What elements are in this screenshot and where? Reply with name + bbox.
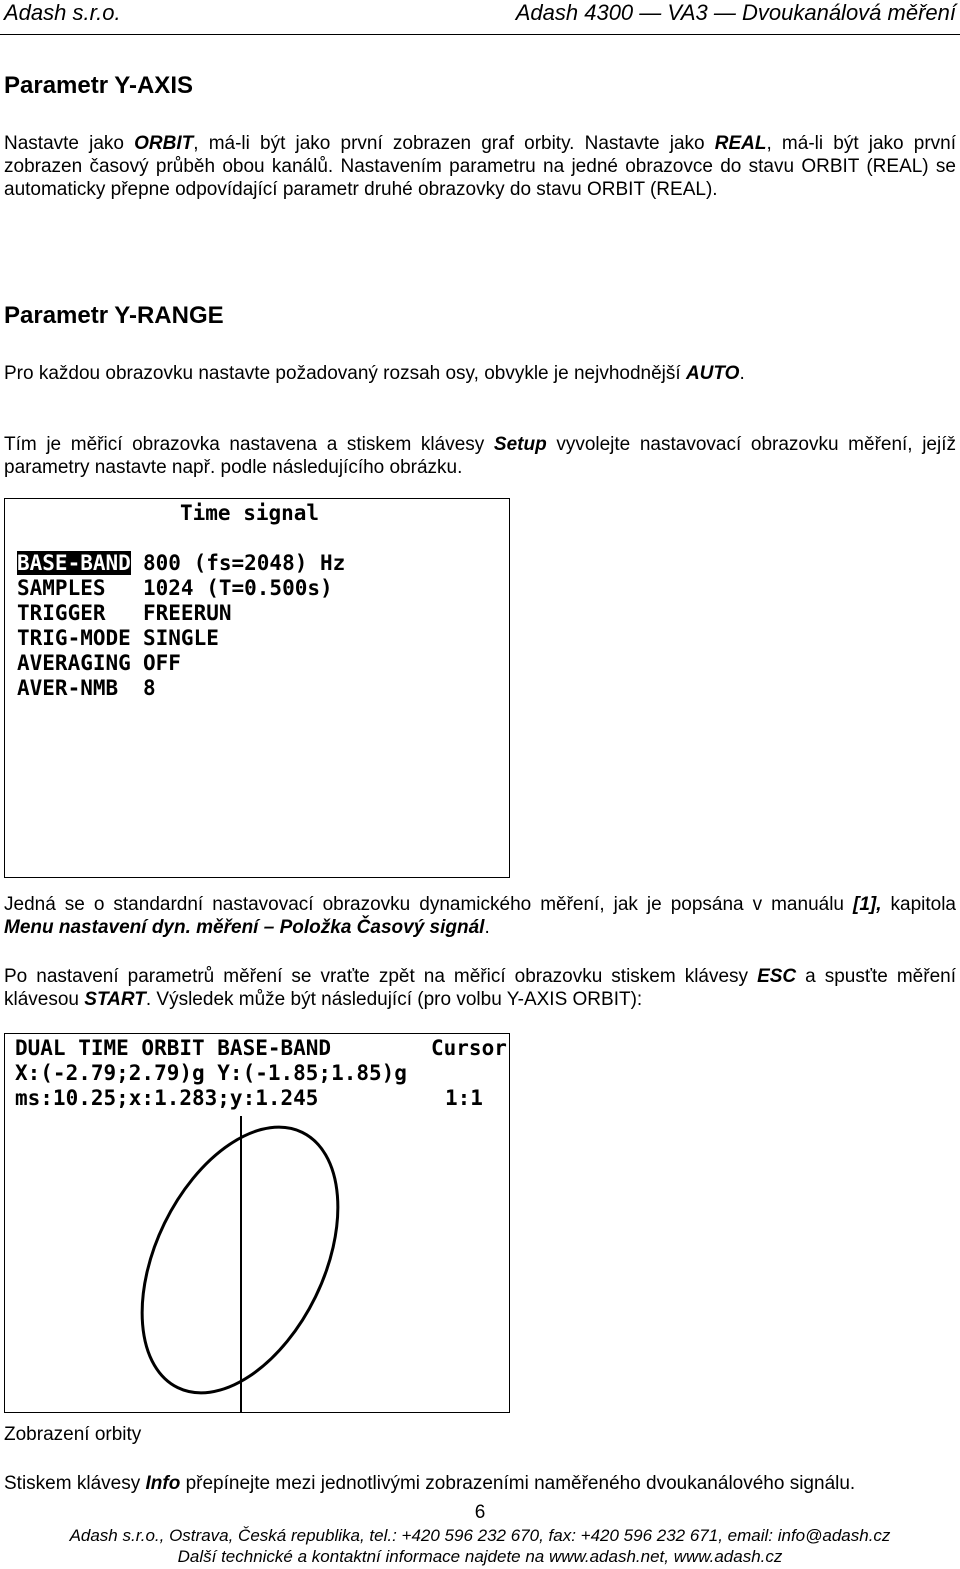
keyword-real: REAL: [714, 133, 767, 154]
text: Po nastavení parametrů měření se vraťte zpět na měřicí obrazovku stiskem klávesy: [4, 966, 758, 987]
orbit-screen: [4, 1033, 510, 1413]
text: Tím je měřicí obrazovka nastavena a stiskem klávesy: [4, 434, 494, 455]
text: Stiskem klávesy: [4, 1473, 146, 1494]
figure-caption: Zobrazení orbity: [4, 1424, 142, 1445]
setup-key-averaging: AVERAGING: [17, 651, 131, 675]
header-divider: [0, 34, 960, 35]
text: .: [739, 363, 745, 384]
setup-val-trig-mode: SINGLE: [143, 626, 219, 650]
orbit-mode-line: DUAL TIME ORBIT BASE-BAND: [15, 1036, 332, 1060]
paragraph-standard-screen: [4, 893, 956, 939]
page-number: 6: [474, 1502, 486, 1523]
setup-val-samples: 1024 (T=0.500s): [143, 576, 333, 600]
menu-reference: Menu nastavení dyn. měření – Položka Časový signál: [4, 917, 485, 938]
paragraph-y-axis: [4, 132, 956, 201]
text: Pro každou obrazovku nastavte požadovaný rozsah osy, obvykle je nejvhodnější: [4, 363, 686, 384]
header-company: Adash s.r.o.: [4, 0, 121, 25]
setup-val-base-band: 800 (fs=2048) Hz: [143, 551, 346, 575]
keyword-esc: ESC: [757, 966, 797, 987]
text: vyvolejte nastavovací obrazovku měření, jejíž parametry nastavte např. podle následujícího obrázku.: [4, 434, 957, 478]
text: kapitola: [881, 894, 956, 915]
text: Jedná se o standardní nastavovací obrazovku dynamického měření, jak je popsána v manuálu: [4, 894, 853, 915]
keyword-start: START: [84, 989, 146, 1010]
text: , má-li být jako první zobrazen graf orbity. Nastavte jako: [193, 133, 715, 154]
text: přepínejte mezi jednotlivými zobrazeními naměřeného dvoukanálového signálu.: [180, 1473, 856, 1494]
setup-val-averaging: OFF: [143, 651, 181, 675]
setup-key-base-band: BASE-BAND: [17, 551, 131, 575]
orbit-cursor-label: Cursor: [431, 1036, 507, 1060]
header-title: Adash 4300 — VA3 — Dvoukanálová měření: [515, 0, 956, 25]
setup-key-aver-nmb: AVER-NMB: [17, 676, 119, 700]
setup-screen-title: Time signal: [180, 501, 320, 525]
setup-screen: [4, 498, 510, 878]
paragraph-y-range: [4, 362, 956, 385]
text: . Výsledek může být následující (pro volbu Y-AXIS ORBIT):: [145, 989, 643, 1010]
paragraph-setup: [4, 433, 956, 479]
keyword-setup: Setup: [493, 434, 547, 455]
heading-y-axis: Parametr Y-AXIS: [4, 72, 193, 99]
heading-y-range: Parametr Y-RANGE: [4, 302, 224, 329]
reference-1: [1],: [853, 894, 882, 915]
orbit-cursor-line: ms:10.25;x:1.283;y:1.245: [15, 1086, 319, 1110]
orbit-ratio: 1:1: [445, 1086, 483, 1110]
paragraph-info: [4, 1472, 956, 1495]
setup-val-aver-nmb: 8: [143, 676, 156, 700]
keyword-info: Info: [145, 1473, 181, 1494]
orbit-range-line: X:(-2.79;2.79)g Y:(-1.85;1.85)g: [15, 1061, 407, 1085]
keyword-orbit: ORBIT: [134, 133, 194, 154]
setup-key-trigger: TRIGGER: [17, 601, 106, 625]
footer-contact: Adash s.r.o., Ostrava, Česká republika, tel.: +420 596 232 670, fax: +420 596 232 671, email: info@adash.cz: [69, 1526, 891, 1545]
text: .: [484, 917, 490, 938]
keyword-auto: AUTO: [685, 363, 740, 384]
orbit-plot: [5, 1034, 509, 1412]
text: Nastavte jako: [4, 133, 135, 154]
setup-val-trigger: FREERUN: [143, 601, 232, 625]
footer-web: Další technické a kontaktní informace najdete na www.adash.net, www.adash.cz: [177, 1547, 783, 1566]
paragraph-esc-start: [4, 965, 956, 1011]
text: a spusťte měření klávesou: [4, 966, 956, 1010]
setup-key-trig-mode: TRIG-MODE: [17, 626, 131, 650]
text: , má-li být jako první zobrazen časový průběh obou kanálů. Nastavením parametru na jedné obrazovce do stavu ORBIT (REAL) se automaticky přepne odpovídající parametr druhé obrazovky do stavu ORBIT (REAL).: [4, 133, 956, 200]
setup-key-samples: SAMPLES: [17, 576, 106, 600]
